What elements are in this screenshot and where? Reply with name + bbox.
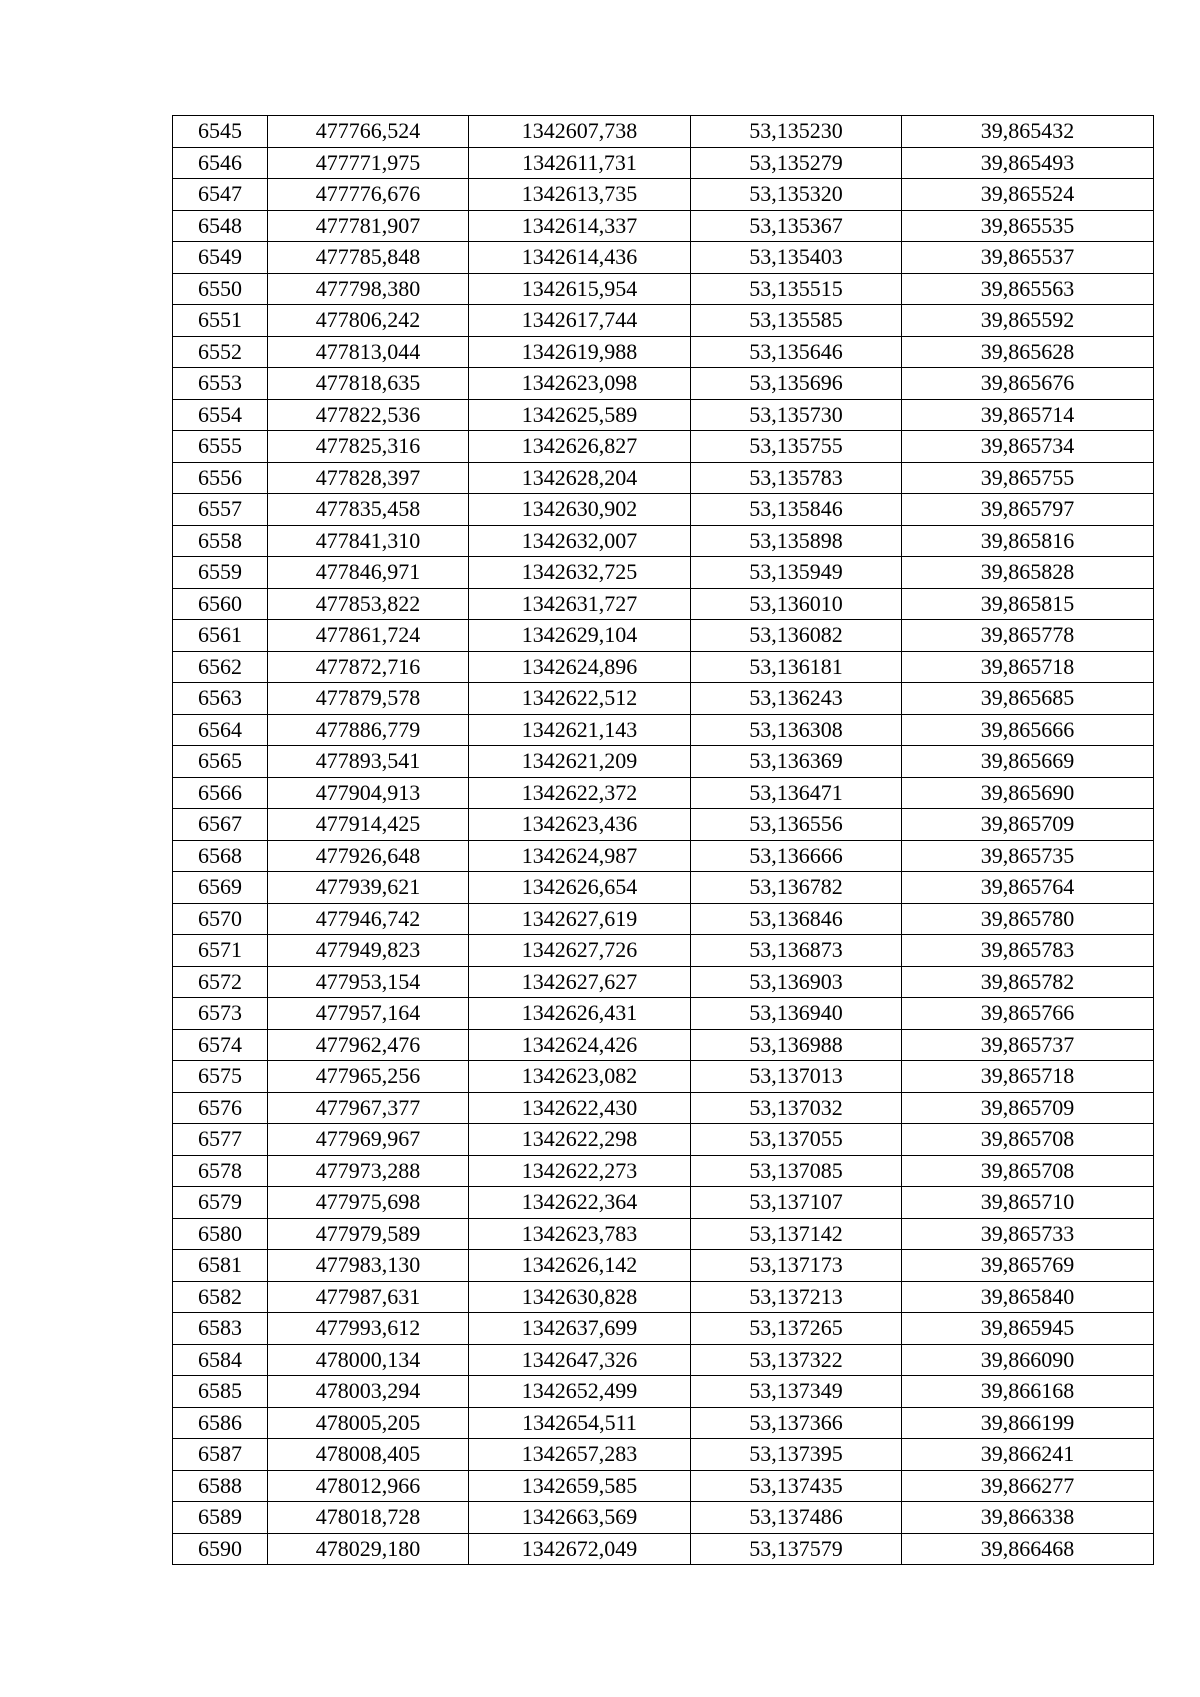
x-coordinate-cell: 477879,578	[268, 683, 469, 715]
latitude-cell: 53,136846	[691, 903, 902, 935]
longitude-cell: 39,865764	[902, 872, 1154, 904]
point-number-cell: 6579	[173, 1187, 268, 1219]
coordinate-table-body	[173, 116, 1154, 1565]
longitude-cell: 39,865945	[902, 1313, 1154, 1345]
y-coordinate-cell: 1342623,098	[469, 368, 691, 400]
table-row	[173, 116, 1154, 148]
latitude-cell: 53,136873	[691, 935, 902, 967]
point-number-cell: 6574	[173, 1029, 268, 1061]
table-row	[173, 368, 1154, 400]
latitude-cell: 53,137486	[691, 1502, 902, 1534]
y-coordinate-cell: 1342632,007	[469, 525, 691, 557]
y-coordinate-cell: 1342629,104	[469, 620, 691, 652]
point-number-cell: 6590	[173, 1533, 268, 1565]
latitude-cell: 53,135730	[691, 399, 902, 431]
y-coordinate-cell: 1342659,585	[469, 1470, 691, 1502]
y-coordinate-cell: 1342611,731	[469, 147, 691, 179]
y-coordinate-cell: 1342617,744	[469, 305, 691, 337]
x-coordinate-cell: 477841,310	[268, 525, 469, 557]
y-coordinate-cell: 1342622,364	[469, 1187, 691, 1219]
table-row	[173, 872, 1154, 904]
longitude-cell: 39,865816	[902, 525, 1154, 557]
x-coordinate-cell: 477893,541	[268, 746, 469, 778]
point-number-cell: 6581	[173, 1250, 268, 1282]
x-coordinate-cell: 478005,205	[268, 1407, 469, 1439]
point-number-cell: 6576	[173, 1092, 268, 1124]
y-coordinate-cell: 1342637,699	[469, 1313, 691, 1345]
x-coordinate-cell: 477965,256	[268, 1061, 469, 1093]
table-row	[173, 966, 1154, 998]
point-number-cell: 6582	[173, 1281, 268, 1313]
point-number-cell: 6556	[173, 462, 268, 494]
longitude-cell: 39,866468	[902, 1533, 1154, 1565]
x-coordinate-cell: 477846,971	[268, 557, 469, 589]
point-number-cell: 6571	[173, 935, 268, 967]
table-row	[173, 1376, 1154, 1408]
point-number-cell: 6572	[173, 966, 268, 998]
y-coordinate-cell: 1342622,372	[469, 777, 691, 809]
point-number-cell: 6558	[173, 525, 268, 557]
longitude-cell: 39,865797	[902, 494, 1154, 526]
y-coordinate-cell: 1342624,987	[469, 840, 691, 872]
latitude-cell: 53,137395	[691, 1439, 902, 1471]
x-coordinate-cell: 477818,635	[268, 368, 469, 400]
latitude-cell: 53,137579	[691, 1533, 902, 1565]
longitude-cell: 39,865710	[902, 1187, 1154, 1219]
x-coordinate-cell: 478008,405	[268, 1439, 469, 1471]
x-coordinate-cell: 477946,742	[268, 903, 469, 935]
latitude-cell: 53,135515	[691, 273, 902, 305]
longitude-cell: 39,865737	[902, 1029, 1154, 1061]
latitude-cell: 53,135755	[691, 431, 902, 463]
y-coordinate-cell: 1342626,827	[469, 431, 691, 463]
point-number-cell: 6554	[173, 399, 268, 431]
latitude-cell: 53,136471	[691, 777, 902, 809]
latitude-cell: 53,136369	[691, 746, 902, 778]
table-row	[173, 1124, 1154, 1156]
table-row	[173, 1092, 1154, 1124]
y-coordinate-cell: 1342626,431	[469, 998, 691, 1030]
y-coordinate-cell: 1342607,738	[469, 116, 691, 148]
latitude-cell: 53,137265	[691, 1313, 902, 1345]
table-row	[173, 746, 1154, 778]
latitude-cell: 53,136181	[691, 651, 902, 683]
point-number-cell: 6586	[173, 1407, 268, 1439]
table-row	[173, 1029, 1154, 1061]
x-coordinate-cell: 477967,377	[268, 1092, 469, 1124]
table-row	[173, 1218, 1154, 1250]
point-number-cell: 6552	[173, 336, 268, 368]
longitude-cell: 39,865708	[902, 1124, 1154, 1156]
point-number-cell: 6588	[173, 1470, 268, 1502]
latitude-cell: 53,136308	[691, 714, 902, 746]
x-coordinate-cell: 477785,848	[268, 242, 469, 274]
x-coordinate-cell: 477987,631	[268, 1281, 469, 1313]
table-row	[173, 809, 1154, 841]
longitude-cell: 39,866199	[902, 1407, 1154, 1439]
latitude-cell: 53,135403	[691, 242, 902, 274]
point-number-cell: 6563	[173, 683, 268, 715]
latitude-cell: 53,135585	[691, 305, 902, 337]
table-row	[173, 336, 1154, 368]
table-row	[173, 462, 1154, 494]
longitude-cell: 39,865563	[902, 273, 1154, 305]
y-coordinate-cell: 1342631,727	[469, 588, 691, 620]
y-coordinate-cell: 1342672,049	[469, 1533, 691, 1565]
longitude-cell: 39,865669	[902, 746, 1154, 778]
y-coordinate-cell: 1342627,627	[469, 966, 691, 998]
x-coordinate-cell: 477949,823	[268, 935, 469, 967]
table-row	[173, 557, 1154, 589]
x-coordinate-cell: 478012,966	[268, 1470, 469, 1502]
y-coordinate-cell: 1342624,426	[469, 1029, 691, 1061]
latitude-cell: 53,137142	[691, 1218, 902, 1250]
longitude-cell: 39,865592	[902, 305, 1154, 337]
table-row	[173, 273, 1154, 305]
latitude-cell: 53,137013	[691, 1061, 902, 1093]
longitude-cell: 39,865734	[902, 431, 1154, 463]
longitude-cell: 39,865718	[902, 651, 1154, 683]
point-number-cell: 6589	[173, 1502, 268, 1534]
longitude-cell: 39,865828	[902, 557, 1154, 589]
y-coordinate-cell: 1342630,902	[469, 494, 691, 526]
x-coordinate-cell: 478000,134	[268, 1344, 469, 1376]
table-row	[173, 1470, 1154, 1502]
point-number-cell: 6560	[173, 588, 268, 620]
latitude-cell: 53,135646	[691, 336, 902, 368]
latitude-cell: 53,136988	[691, 1029, 902, 1061]
point-number-cell: 6564	[173, 714, 268, 746]
longitude-cell: 39,865766	[902, 998, 1154, 1030]
longitude-cell: 39,865769	[902, 1250, 1154, 1282]
longitude-cell: 39,865524	[902, 179, 1154, 211]
table-row	[173, 620, 1154, 652]
coordinate-table	[172, 115, 1154, 1565]
point-number-cell: 6577	[173, 1124, 268, 1156]
latitude-cell: 53,135949	[691, 557, 902, 589]
longitude-cell: 39,865782	[902, 966, 1154, 998]
y-coordinate-cell: 1342622,430	[469, 1092, 691, 1124]
table-row	[173, 1281, 1154, 1313]
table-row	[173, 1250, 1154, 1282]
x-coordinate-cell: 477776,676	[268, 179, 469, 211]
point-number-cell: 6567	[173, 809, 268, 841]
longitude-cell: 39,865493	[902, 147, 1154, 179]
longitude-cell: 39,865685	[902, 683, 1154, 715]
table-row	[173, 1533, 1154, 1565]
table-row	[173, 179, 1154, 211]
y-coordinate-cell: 1342622,512	[469, 683, 691, 715]
point-number-cell: 6561	[173, 620, 268, 652]
longitude-cell: 39,865628	[902, 336, 1154, 368]
y-coordinate-cell: 1342622,298	[469, 1124, 691, 1156]
x-coordinate-cell: 477886,779	[268, 714, 469, 746]
longitude-cell: 39,865718	[902, 1061, 1154, 1093]
table-row	[173, 714, 1154, 746]
latitude-cell: 53,137032	[691, 1092, 902, 1124]
y-coordinate-cell: 1342613,735	[469, 179, 691, 211]
longitude-cell: 39,865780	[902, 903, 1154, 935]
y-coordinate-cell: 1342621,209	[469, 746, 691, 778]
y-coordinate-cell: 1342626,654	[469, 872, 691, 904]
table-row	[173, 431, 1154, 463]
longitude-cell: 39,865666	[902, 714, 1154, 746]
x-coordinate-cell: 477798,380	[268, 273, 469, 305]
table-row	[173, 998, 1154, 1030]
y-coordinate-cell: 1342632,725	[469, 557, 691, 589]
table-row	[173, 840, 1154, 872]
longitude-cell: 39,866168	[902, 1376, 1154, 1408]
table-row	[173, 399, 1154, 431]
point-number-cell: 6565	[173, 746, 268, 778]
x-coordinate-cell: 478003,294	[268, 1376, 469, 1408]
y-coordinate-cell: 1342614,436	[469, 242, 691, 274]
point-number-cell: 6562	[173, 651, 268, 683]
y-coordinate-cell: 1342619,988	[469, 336, 691, 368]
longitude-cell: 39,865714	[902, 399, 1154, 431]
latitude-cell: 53,137173	[691, 1250, 902, 1282]
x-coordinate-cell: 477828,397	[268, 462, 469, 494]
latitude-cell: 53,137435	[691, 1470, 902, 1502]
y-coordinate-cell: 1342623,082	[469, 1061, 691, 1093]
longitude-cell: 39,866338	[902, 1502, 1154, 1534]
point-number-cell: 6578	[173, 1155, 268, 1187]
table-row	[173, 525, 1154, 557]
longitude-cell: 39,865709	[902, 1092, 1154, 1124]
y-coordinate-cell: 1342624,896	[469, 651, 691, 683]
y-coordinate-cell: 1342627,619	[469, 903, 691, 935]
table-row	[173, 1439, 1154, 1471]
y-coordinate-cell: 1342647,326	[469, 1344, 691, 1376]
longitude-cell: 39,865783	[902, 935, 1154, 967]
x-coordinate-cell: 477926,648	[268, 840, 469, 872]
x-coordinate-cell: 477781,907	[268, 210, 469, 242]
longitude-cell: 39,865537	[902, 242, 1154, 274]
table-row	[173, 777, 1154, 809]
y-coordinate-cell: 1342652,499	[469, 1376, 691, 1408]
point-number-cell: 6547	[173, 179, 268, 211]
longitude-cell: 39,865840	[902, 1281, 1154, 1313]
latitude-cell: 53,136903	[691, 966, 902, 998]
longitude-cell: 39,865755	[902, 462, 1154, 494]
point-number-cell: 6553	[173, 368, 268, 400]
y-coordinate-cell: 1342614,337	[469, 210, 691, 242]
latitude-cell: 53,135696	[691, 368, 902, 400]
table-row	[173, 935, 1154, 967]
y-coordinate-cell: 1342663,569	[469, 1502, 691, 1534]
longitude-cell: 39,865735	[902, 840, 1154, 872]
y-coordinate-cell: 1342657,283	[469, 1439, 691, 1471]
longitude-cell: 39,865535	[902, 210, 1154, 242]
y-coordinate-cell: 1342615,954	[469, 273, 691, 305]
table-row	[173, 1313, 1154, 1345]
longitude-cell: 39,865676	[902, 368, 1154, 400]
latitude-cell: 53,135367	[691, 210, 902, 242]
point-number-cell: 6566	[173, 777, 268, 809]
longitude-cell: 39,866241	[902, 1439, 1154, 1471]
latitude-cell: 53,135846	[691, 494, 902, 526]
latitude-cell: 53,135898	[691, 525, 902, 557]
latitude-cell: 53,136082	[691, 620, 902, 652]
point-number-cell: 6575	[173, 1061, 268, 1093]
point-number-cell: 6551	[173, 305, 268, 337]
latitude-cell: 53,137322	[691, 1344, 902, 1376]
x-coordinate-cell: 477771,975	[268, 147, 469, 179]
point-number-cell: 6585	[173, 1376, 268, 1408]
table-row	[173, 903, 1154, 935]
latitude-cell: 53,136556	[691, 809, 902, 841]
x-coordinate-cell: 477822,536	[268, 399, 469, 431]
latitude-cell: 53,137213	[691, 1281, 902, 1313]
table-row	[173, 242, 1154, 274]
latitude-cell: 53,137107	[691, 1187, 902, 1219]
longitude-cell: 39,866090	[902, 1344, 1154, 1376]
x-coordinate-cell: 477835,458	[268, 494, 469, 526]
x-coordinate-cell: 477969,967	[268, 1124, 469, 1156]
latitude-cell: 53,135230	[691, 116, 902, 148]
table-row	[173, 1155, 1154, 1187]
x-coordinate-cell: 477813,044	[268, 336, 469, 368]
point-number-cell: 6580	[173, 1218, 268, 1250]
x-coordinate-cell: 478018,728	[268, 1502, 469, 1534]
latitude-cell: 53,137055	[691, 1124, 902, 1156]
point-number-cell: 6584	[173, 1344, 268, 1376]
y-coordinate-cell: 1342625,589	[469, 399, 691, 431]
x-coordinate-cell: 477962,476	[268, 1029, 469, 1061]
longitude-cell: 39,865815	[902, 588, 1154, 620]
latitude-cell: 53,136782	[691, 872, 902, 904]
point-number-cell: 6549	[173, 242, 268, 274]
point-number-cell: 6569	[173, 872, 268, 904]
y-coordinate-cell: 1342621,143	[469, 714, 691, 746]
table-row	[173, 1061, 1154, 1093]
table-row	[173, 147, 1154, 179]
latitude-cell: 53,135320	[691, 179, 902, 211]
longitude-cell: 39,865709	[902, 809, 1154, 841]
x-coordinate-cell: 477914,425	[268, 809, 469, 841]
y-coordinate-cell: 1342623,436	[469, 809, 691, 841]
x-coordinate-cell: 477853,822	[268, 588, 469, 620]
latitude-cell: 53,137349	[691, 1376, 902, 1408]
longitude-cell: 39,865733	[902, 1218, 1154, 1250]
x-coordinate-cell: 477975,698	[268, 1187, 469, 1219]
longitude-cell: 39,865690	[902, 777, 1154, 809]
point-number-cell: 6568	[173, 840, 268, 872]
point-number-cell: 6555	[173, 431, 268, 463]
point-number-cell: 6557	[173, 494, 268, 526]
table-row	[173, 1407, 1154, 1439]
latitude-cell: 53,136243	[691, 683, 902, 715]
latitude-cell: 53,137085	[691, 1155, 902, 1187]
table-row	[173, 210, 1154, 242]
latitude-cell: 53,135279	[691, 147, 902, 179]
point-number-cell: 6570	[173, 903, 268, 935]
table-row	[173, 1502, 1154, 1534]
latitude-cell: 53,136940	[691, 998, 902, 1030]
x-coordinate-cell: 478029,180	[268, 1533, 469, 1565]
x-coordinate-cell: 477806,242	[268, 305, 469, 337]
y-coordinate-cell: 1342622,273	[469, 1155, 691, 1187]
x-coordinate-cell: 477939,621	[268, 872, 469, 904]
x-coordinate-cell: 477983,130	[268, 1250, 469, 1282]
point-number-cell: 6583	[173, 1313, 268, 1345]
longitude-cell: 39,865432	[902, 116, 1154, 148]
y-coordinate-cell: 1342630,828	[469, 1281, 691, 1313]
latitude-cell: 53,136666	[691, 840, 902, 872]
point-number-cell: 6546	[173, 147, 268, 179]
point-number-cell: 6548	[173, 210, 268, 242]
x-coordinate-cell: 477766,524	[268, 116, 469, 148]
x-coordinate-cell: 477973,288	[268, 1155, 469, 1187]
point-number-cell: 6550	[173, 273, 268, 305]
x-coordinate-cell: 477904,913	[268, 777, 469, 809]
x-coordinate-cell: 477953,154	[268, 966, 469, 998]
longitude-cell: 39,865708	[902, 1155, 1154, 1187]
latitude-cell: 53,137366	[691, 1407, 902, 1439]
y-coordinate-cell: 1342627,726	[469, 935, 691, 967]
table-row	[173, 588, 1154, 620]
table-row	[173, 1187, 1154, 1219]
x-coordinate-cell: 477957,164	[268, 998, 469, 1030]
point-number-cell: 6545	[173, 116, 268, 148]
table-row	[173, 683, 1154, 715]
longitude-cell: 39,866277	[902, 1470, 1154, 1502]
x-coordinate-cell: 477825,316	[268, 431, 469, 463]
latitude-cell: 53,136010	[691, 588, 902, 620]
y-coordinate-cell: 1342623,783	[469, 1218, 691, 1250]
point-number-cell: 6573	[173, 998, 268, 1030]
x-coordinate-cell: 477872,716	[268, 651, 469, 683]
x-coordinate-cell: 477861,724	[268, 620, 469, 652]
y-coordinate-cell: 1342626,142	[469, 1250, 691, 1282]
y-coordinate-cell: 1342654,511	[469, 1407, 691, 1439]
y-coordinate-cell: 1342628,204	[469, 462, 691, 494]
x-coordinate-cell: 477993,612	[268, 1313, 469, 1345]
table-row	[173, 651, 1154, 683]
table-row	[173, 494, 1154, 526]
point-number-cell: 6559	[173, 557, 268, 589]
table-row	[173, 305, 1154, 337]
latitude-cell: 53,135783	[691, 462, 902, 494]
table-row	[173, 1344, 1154, 1376]
x-coordinate-cell: 477979,589	[268, 1218, 469, 1250]
longitude-cell: 39,865778	[902, 620, 1154, 652]
point-number-cell: 6587	[173, 1439, 268, 1471]
